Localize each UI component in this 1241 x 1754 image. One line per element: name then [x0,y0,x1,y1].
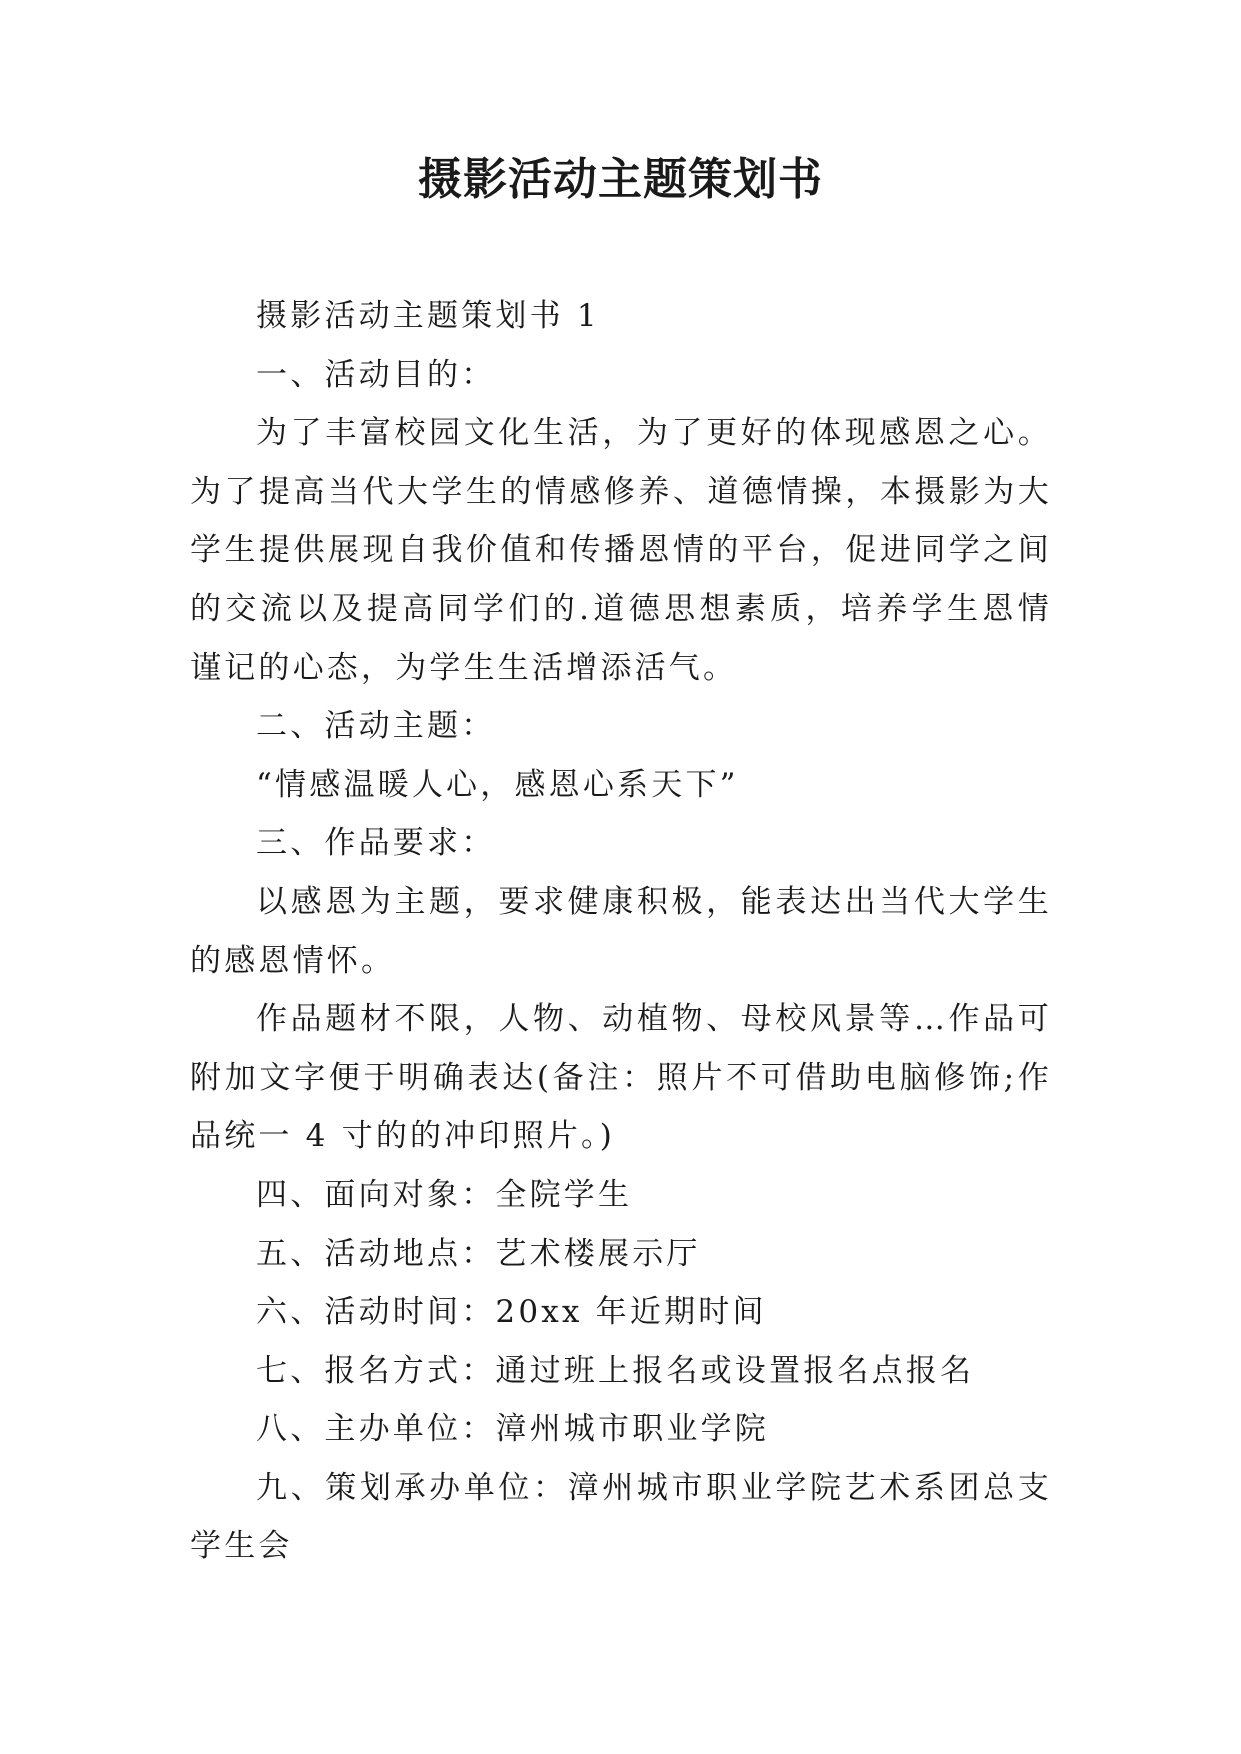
activity-theme-heading: 二、活动主题： [256,708,496,745]
activity-time-item: 六、活动时间：20xx 年近期时间 [256,1294,767,1331]
activity-purpose-text: 为了丰富校园文化生活，为了更好的体现感恩之心。为了提高当代大学生的情感修养、道德情操，本摄影为大学生提供展现自我价值和传播恩情的平台，促进同学之间的交流以及提高同学们的.道德思想素质，培养学生恩情谨记的心态，为学生生活增添活气。 [190,415,1052,686]
target-audience-item: 四、面向对象：全院学生 [256,1176,633,1213]
section-heading: 摄影活动主题策划书 1 [256,298,600,334]
document-body [190,287,1052,1576]
activity-purpose-heading: 一、活动目的： [256,356,496,393]
co-organizer-item: 九、策划承办单位：漳州城市职业学院艺术系团总支学生会 [190,1469,1052,1565]
document-title: 摄影活动主题策划书 [418,154,823,205]
work-subject-text: 作品题材不限，人物、动植物、母校风景等…作品可附加文字便于明确表达(备注：照片不可借助电脑修饰;作品统一 4 寸的的冲印照片。) [190,1001,1052,1155]
activity-location-item: 五、活动地点：艺术楼展示厅 [256,1235,701,1272]
registration-method-item: 七、报名方式：通过班上报名或设置报名点报名 [256,1352,975,1389]
organizer-item: 八、主办单位：漳州城市职业学院 [256,1411,769,1448]
work-requirements-text: 以感恩为主题，要求健康积极，能表达出当代大学生的感恩情怀。 [190,883,1052,979]
activity-theme-text: “情感温暖人心，感恩心系天下” [256,766,739,803]
work-requirements-heading: 三、作品要求： [256,825,496,862]
